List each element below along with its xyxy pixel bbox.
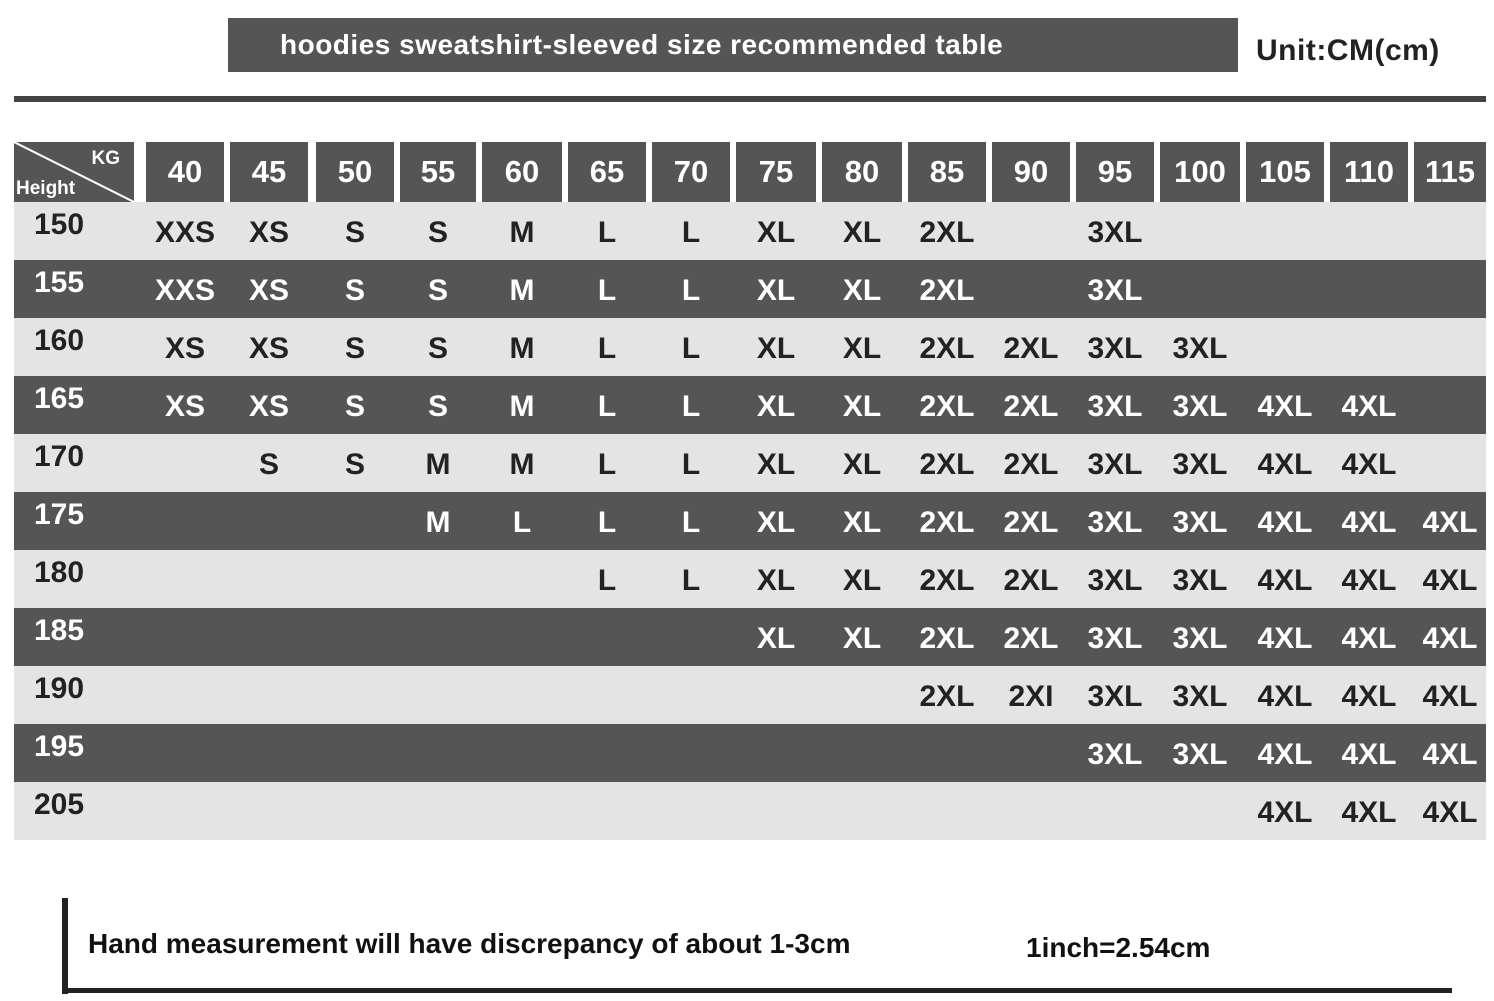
size-cell: 3XL xyxy=(1087,216,1143,249)
size-cell: 3XL xyxy=(1087,332,1143,365)
table-row xyxy=(14,434,1486,492)
size-cell: 2XL xyxy=(919,680,975,713)
table-row xyxy=(14,608,1486,666)
size-cell: L xyxy=(597,564,617,597)
size-cell: S xyxy=(344,390,365,423)
size-cell: S xyxy=(344,216,365,249)
size-cell: 3XL xyxy=(1087,622,1143,655)
size-cell: L xyxy=(597,274,617,307)
size-cell: 2XL xyxy=(1003,564,1059,597)
size-cell: 2XL xyxy=(919,216,975,249)
size-cell: XL xyxy=(842,216,882,249)
size-cell: M xyxy=(509,390,535,423)
size-cell: 3XL xyxy=(1172,448,1228,481)
weight-header: 115 xyxy=(1414,142,1486,202)
weight-header: 80 xyxy=(822,142,902,202)
size-cell: 4XL xyxy=(1257,622,1313,655)
size-cell: L xyxy=(681,564,701,597)
size-cell: XL xyxy=(842,564,882,597)
size-cell: 4XL xyxy=(1257,390,1313,423)
weight-header: 60 xyxy=(482,142,562,202)
size-cell: 4XL xyxy=(1257,680,1313,713)
size-cell: M xyxy=(509,274,535,307)
size-cell: S xyxy=(344,274,365,307)
weight-header: 45 xyxy=(230,142,308,202)
size-cell: 4XL xyxy=(1257,796,1313,829)
weight-header: 110 xyxy=(1330,142,1408,202)
size-cell: 3XL xyxy=(1172,622,1228,655)
size-cell: 4XL xyxy=(1422,738,1478,771)
table-row xyxy=(14,782,1486,840)
size-cell: 4XL xyxy=(1341,680,1397,713)
size-cell: L xyxy=(681,274,701,307)
size-cell: M xyxy=(425,506,451,539)
size-cell: 2XL xyxy=(1003,332,1059,365)
size-cell: L xyxy=(597,332,617,365)
height-cell: 150 xyxy=(34,208,85,241)
size-cell: S xyxy=(427,390,448,423)
size-cell: 3XL xyxy=(1172,332,1228,365)
size-cell: XL xyxy=(842,506,882,539)
size-cell: XL xyxy=(842,448,882,481)
inch-conversion: 1inch=2.54cm xyxy=(1026,932,1211,963)
size-cell: 4XL xyxy=(1341,564,1397,597)
size-cell: XL xyxy=(756,390,796,423)
size-cell: XS xyxy=(248,216,290,249)
size-cell: XS xyxy=(164,390,206,423)
corner-cell xyxy=(14,142,134,202)
weight-header: 105 xyxy=(1246,142,1324,202)
size-cell: S xyxy=(427,274,448,307)
size-cell: L xyxy=(512,506,532,539)
size-cell: M xyxy=(509,216,535,249)
height-cell: 205 xyxy=(34,788,85,821)
weight-header: 90 xyxy=(992,142,1070,202)
size-cell: 3XL xyxy=(1087,390,1143,423)
size-cell: 4XL xyxy=(1341,622,1397,655)
size-cell: L xyxy=(681,332,701,365)
size-cell: 2XL xyxy=(919,274,975,307)
size-cell: 3XL xyxy=(1087,738,1143,771)
size-cell: 4XL xyxy=(1257,564,1313,597)
height-cell: 170 xyxy=(34,440,85,473)
size-cell: 4XL xyxy=(1422,622,1478,655)
height-cell: 160 xyxy=(34,324,85,357)
size-cell: 4XL xyxy=(1341,506,1397,539)
weight-header: 75 xyxy=(736,142,816,202)
size-cell: XL xyxy=(842,274,882,307)
size-cell: 2XL xyxy=(919,506,975,539)
size-cell: 2XL xyxy=(1003,622,1059,655)
size-cell: 3XL xyxy=(1172,564,1228,597)
table-row xyxy=(14,318,1486,376)
size-cell: 4XL xyxy=(1422,796,1478,829)
size-cell: 2XI xyxy=(1008,680,1054,713)
size-cell: 4XL xyxy=(1422,564,1478,597)
weight-header: 70 xyxy=(652,142,730,202)
size-cell: L xyxy=(597,506,617,539)
unit-label: Unit:CM(cm) xyxy=(1256,34,1440,67)
size-cell: XL xyxy=(842,332,882,365)
size-cell: 4XL xyxy=(1422,680,1478,713)
size-cell: 2XL xyxy=(1003,448,1059,481)
size-cell: 4XL xyxy=(1341,390,1397,423)
size-cell: XL xyxy=(756,216,796,249)
size-table xyxy=(14,140,1486,840)
size-cell: XS xyxy=(248,390,290,423)
size-cell: S xyxy=(344,332,365,365)
table-row xyxy=(14,376,1486,434)
size-cell: 4XL xyxy=(1257,738,1313,771)
size-cell: 4XL xyxy=(1341,448,1397,481)
height-cell: 175 xyxy=(34,498,85,531)
size-cell: 4XL xyxy=(1257,506,1313,539)
size-cell: M xyxy=(509,332,535,365)
size-cell: S xyxy=(427,216,448,249)
size-cell: XL xyxy=(842,622,882,655)
size-cell: 2XL xyxy=(919,448,975,481)
size-cell: 3XL xyxy=(1172,506,1228,539)
table-body xyxy=(14,202,1486,840)
size-cell: XXS xyxy=(154,216,216,249)
weight-header: 85 xyxy=(908,142,986,202)
size-cell: 2XL xyxy=(919,564,975,597)
top-divider xyxy=(14,96,1486,102)
size-cell: 2XL xyxy=(919,332,975,365)
table-row xyxy=(14,202,1486,260)
table-row xyxy=(14,550,1486,608)
size-cell: XL xyxy=(756,622,796,655)
size-cell: L xyxy=(681,506,701,539)
size-cell: 3XL xyxy=(1087,448,1143,481)
weight-header: 40 xyxy=(146,142,224,202)
kg-label: KG xyxy=(91,148,120,169)
size-cell: 4XL xyxy=(1341,796,1397,829)
height-cell: 180 xyxy=(34,556,85,589)
size-cell: M xyxy=(509,448,535,481)
size-cell: 3XL xyxy=(1087,680,1143,713)
table-row xyxy=(14,260,1486,318)
size-cell: L xyxy=(681,448,701,481)
size-cell: 3XL xyxy=(1087,564,1143,597)
size-cell: 3XL xyxy=(1172,738,1228,771)
size-cell: 4XL xyxy=(1422,506,1478,539)
size-cell: XS xyxy=(248,274,290,307)
size-cell: L xyxy=(681,216,701,249)
table-row xyxy=(14,666,1486,724)
size-cell: S xyxy=(344,448,365,481)
size-cell: L xyxy=(597,390,617,423)
size-cell: L xyxy=(597,216,617,249)
table-title: hoodies sweatshirt-sleeved size recommended table xyxy=(228,18,1238,72)
size-cell: 3XL xyxy=(1087,506,1143,539)
size-cell: S xyxy=(258,448,279,481)
size-cell: XL xyxy=(756,448,796,481)
height-cell: 155 xyxy=(34,266,85,299)
height-label: Height xyxy=(16,178,76,199)
height-cell: 165 xyxy=(34,382,85,415)
size-cell: 2XL xyxy=(1003,390,1059,423)
note-bracket-horizontal xyxy=(62,988,1452,993)
size-cell: M xyxy=(425,448,451,481)
size-cell: 2XL xyxy=(1003,506,1059,539)
size-cell: L xyxy=(597,448,617,481)
table-row xyxy=(14,724,1486,782)
size-cell: XS xyxy=(248,332,290,365)
table-row xyxy=(14,492,1486,550)
weight-header: 65 xyxy=(568,142,646,202)
size-cell: XS xyxy=(164,332,206,365)
size-cell: XL xyxy=(756,274,796,307)
note-bracket-vertical xyxy=(62,898,68,994)
size-cell: 2XL xyxy=(919,622,975,655)
size-cell: XL xyxy=(842,390,882,423)
size-cell: 4XL xyxy=(1341,738,1397,771)
size-cell: 3XL xyxy=(1172,390,1228,423)
weight-header: 55 xyxy=(400,142,476,202)
size-cell: 4XL xyxy=(1257,448,1313,481)
size-cell: L xyxy=(681,390,701,423)
height-cell: 190 xyxy=(34,672,85,705)
weight-header: 50 xyxy=(316,142,394,202)
size-cell: XL xyxy=(756,506,796,539)
size-cell: 3XL xyxy=(1172,680,1228,713)
size-cell: XL xyxy=(756,564,796,597)
measurement-note: Hand measurement will have discrepancy of about 1-3cm xyxy=(88,928,851,959)
size-cell: XL xyxy=(756,332,796,365)
weight-header: 95 xyxy=(1076,142,1154,202)
height-cell: 185 xyxy=(34,614,85,647)
size-cell: XXS xyxy=(154,274,216,307)
header-row xyxy=(14,140,1486,202)
size-cell: 2XL xyxy=(919,390,975,423)
height-cell: 195 xyxy=(34,730,85,763)
size-cell: 3XL xyxy=(1087,274,1143,307)
weight-header: 100 xyxy=(1160,142,1240,202)
size-cell: S xyxy=(427,332,448,365)
